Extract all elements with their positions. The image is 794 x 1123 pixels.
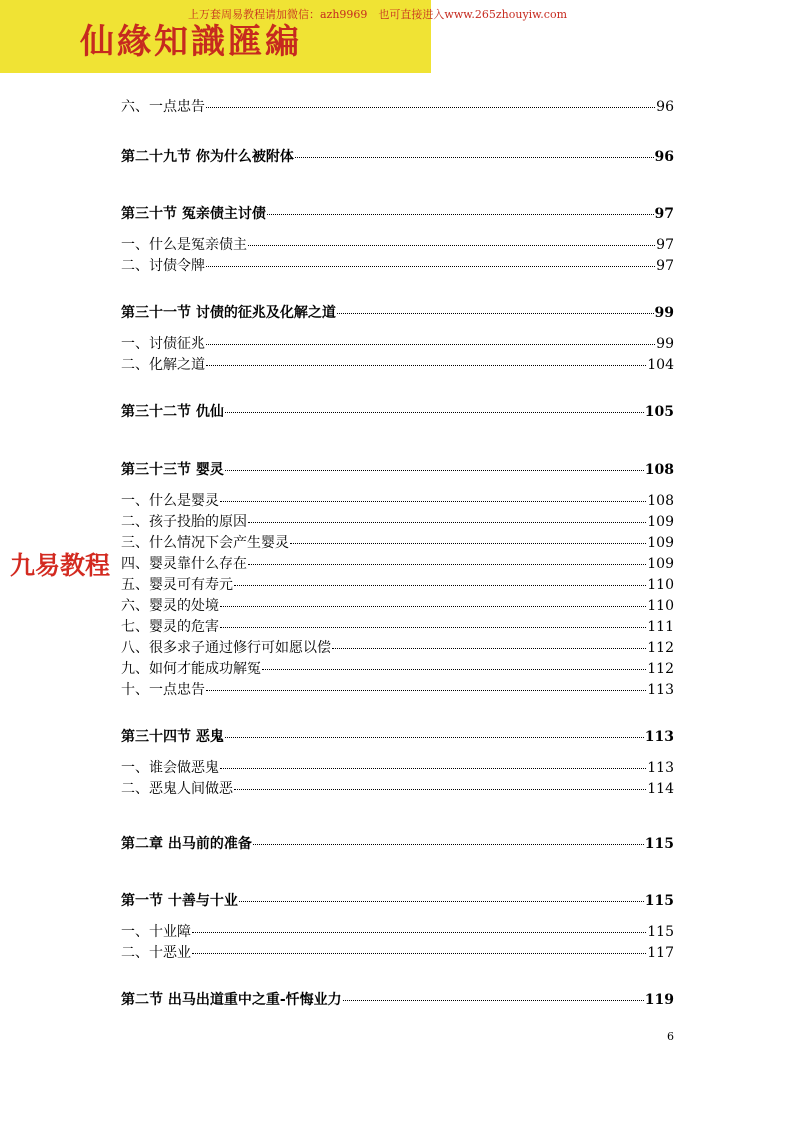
- toc-subsection-entry[interactable]: [121, 658, 674, 678]
- toc-dot-leader: [206, 266, 655, 267]
- toc-entry-page: 113: [647, 760, 674, 776]
- page-number: 6: [667, 1030, 674, 1043]
- toc-subsection-entry[interactable]: [121, 637, 674, 657]
- toc-entry-page: 110: [647, 598, 674, 614]
- toc-dot-leader: [248, 245, 655, 246]
- toc-entry-page: 104: [647, 357, 674, 373]
- toc-entry-title: 第三十三节 婴灵: [121, 462, 224, 478]
- toc-subsection-entry[interactable]: [121, 96, 674, 116]
- toc-entry-title: 六、婴灵的处境: [121, 598, 219, 614]
- toc-entry-page: 109: [647, 535, 674, 551]
- toc-dot-leader: [290, 543, 646, 544]
- toc-section-entry[interactable]: [121, 890, 674, 910]
- toc-entry-page: 108: [644, 462, 674, 478]
- toc-entry-page: 113: [647, 682, 674, 698]
- toc-entry-page: 109: [647, 556, 674, 572]
- toc-entry-title: 十、一点忠告: [121, 682, 205, 698]
- toc-subsection-entry[interactable]: [121, 942, 674, 962]
- toc-dot-leader: [253, 844, 644, 845]
- toc-subsection-entry[interactable]: [121, 574, 674, 594]
- toc-section-entry[interactable]: [121, 401, 674, 421]
- toc-dot-leader: [234, 789, 646, 790]
- toc-dot-leader: [220, 501, 646, 502]
- toc-subsection-entry[interactable]: [121, 333, 674, 353]
- toc-entry-page: 115: [644, 836, 674, 852]
- toc-entry-title: 一、十业障: [121, 924, 191, 940]
- toc-subsection-entry[interactable]: [121, 354, 674, 374]
- toc-section-entry[interactable]: [121, 203, 674, 223]
- toc-subsection-entry[interactable]: [121, 595, 674, 615]
- toc-entry-page: 97: [656, 258, 674, 274]
- toc-section-entry[interactable]: [121, 459, 674, 479]
- toc-entry-title: 四、婴灵靠什么存在: [121, 556, 247, 572]
- toc-dot-leader: [225, 470, 644, 471]
- toc-dot-leader: [343, 1000, 644, 1001]
- toc-entry-page: 96: [654, 149, 674, 165]
- toc-dot-leader: [262, 669, 646, 670]
- toc-entry-page: 113: [644, 729, 674, 745]
- toc-entry-title: 二、恶鬼人间做恶: [121, 781, 233, 797]
- toc-entry-page: 117: [647, 945, 674, 961]
- toc-dot-leader: [206, 365, 646, 366]
- toc-subsection-entry[interactable]: [121, 778, 674, 798]
- toc-entry-title: 第三十一节 讨债的征兆及化解之道: [121, 305, 336, 321]
- side-watermark: 九易教程: [8, 546, 112, 582]
- toc-subsection-entry[interactable]: [121, 616, 674, 636]
- toc-entry-title: 六、一点忠告: [121, 99, 205, 115]
- toc-subsection-entry[interactable]: [121, 490, 674, 510]
- header-logo: 仙緣知識匯編: [80, 22, 302, 62]
- toc-entry-title: 七、婴灵的危害: [121, 619, 219, 635]
- toc-entry-page: 119: [644, 992, 674, 1008]
- header-note: 上万套周易教程请加微信：azh9969 也可直接进入www.265zhouyiw.com: [188, 8, 568, 21]
- toc-entry-page: 105: [644, 404, 674, 420]
- toc-entry-page: 111: [647, 619, 674, 635]
- toc-subsection-entry[interactable]: [121, 511, 674, 531]
- toc-dot-leader: [337, 313, 654, 314]
- toc-section-entry[interactable]: [121, 146, 674, 166]
- toc-entry-title: 一、谁会做恶鬼: [121, 760, 219, 776]
- toc-entry-title: 二、讨债令牌: [121, 258, 205, 274]
- toc-dot-leader: [206, 344, 655, 345]
- toc-subsection-entry[interactable]: [121, 255, 674, 275]
- toc-entry-title: 第一节 十善与十业: [121, 893, 238, 909]
- toc-entry-page: 110: [647, 577, 674, 593]
- toc-subsection-entry[interactable]: [121, 921, 674, 941]
- toc-dot-leader: [220, 627, 646, 628]
- toc-entry-title: 一、讨债征兆: [121, 336, 205, 352]
- toc-dot-leader: [267, 214, 654, 215]
- toc-dot-leader: [225, 412, 644, 413]
- toc-dot-leader: [295, 157, 654, 158]
- toc-entry-title: 一、什么是婴灵: [121, 493, 219, 509]
- toc-entry-page: 96: [656, 99, 674, 115]
- toc-subsection-entry[interactable]: [121, 553, 674, 573]
- toc-entry-title: 第三十四节 恶鬼: [121, 729, 224, 745]
- toc-subsection-entry[interactable]: [121, 679, 674, 699]
- toc-entry-page: 115: [647, 924, 674, 940]
- toc-entry-page: 114: [647, 781, 674, 797]
- toc-entry-title: 三、什么情况下会产生婴灵: [121, 535, 289, 551]
- toc-entry-page: 109: [647, 514, 674, 530]
- toc-dot-leader: [192, 953, 646, 954]
- toc-dot-leader: [225, 737, 644, 738]
- toc-subsection-entry[interactable]: [121, 532, 674, 552]
- toc-entry-page: 112: [647, 640, 674, 656]
- toc-dot-leader: [206, 690, 646, 691]
- toc-entry-title: 第三十二节 仇仙: [121, 404, 224, 420]
- toc-dot-leader: [220, 768, 646, 769]
- toc-entry-title: 二、十恶业: [121, 945, 191, 961]
- toc-entry-title: 一、什么是冤亲债主: [121, 237, 247, 253]
- toc-dot-leader: [248, 522, 646, 523]
- toc-dot-leader: [234, 585, 646, 586]
- toc-entry-title: 二、化解之道: [121, 357, 205, 373]
- toc-entry-title: 八、很多求子通过修行可如愿以偿: [121, 640, 331, 656]
- toc-section-entry[interactable]: [121, 833, 674, 853]
- toc-entry-page: 99: [654, 305, 674, 321]
- toc-entry-page: 115: [644, 893, 674, 909]
- toc-dot-leader: [332, 648, 646, 649]
- toc-entry-title: 五、婴灵可有寿元: [121, 577, 233, 593]
- toc-entry-page: 108: [647, 493, 674, 509]
- toc-entry-title: 第三十节 冤亲债主讨债: [121, 206, 266, 222]
- toc-entry-title: 第二十九节 你为什么被附体: [121, 149, 294, 165]
- toc-subsection-entry[interactable]: [121, 234, 674, 254]
- toc-entry-page: 112: [647, 661, 674, 677]
- toc-entry-title: 九、如何才能成功解冤: [121, 661, 261, 677]
- toc-entry-page: 97: [654, 206, 674, 222]
- toc-dot-leader: [206, 107, 655, 108]
- toc-dot-leader: [220, 606, 646, 607]
- toc-entry-title: 第二章 出马前的准备: [121, 836, 252, 852]
- toc-subsection-entry[interactable]: [121, 757, 674, 777]
- toc-dot-leader: [192, 932, 646, 933]
- toc-section-entry[interactable]: [121, 302, 674, 322]
- toc-entry-page: 97: [656, 237, 674, 253]
- toc-dot-leader: [239, 901, 644, 902]
- toc-dot-leader: [248, 564, 646, 565]
- toc-entry-page: 99: [656, 336, 674, 352]
- toc-section-entry[interactable]: [121, 989, 674, 1009]
- toc-entry-title: 第二节 出马出道重中之重-忏悔业力: [121, 992, 342, 1008]
- toc-section-entry[interactable]: [121, 726, 674, 746]
- toc-entry-title: 二、孩子投胎的原因: [121, 514, 247, 530]
